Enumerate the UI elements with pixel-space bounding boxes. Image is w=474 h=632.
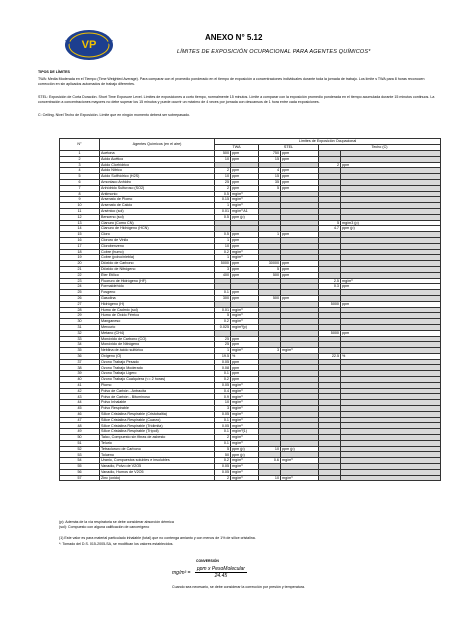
twa-value: 5 (215, 446, 231, 452)
twa-unit: mg/m³ (231, 382, 259, 388)
row-number: 35 (60, 348, 100, 354)
twa-unit: ppm (231, 359, 259, 365)
row-number: 30 (60, 319, 100, 325)
header-twa: TWA (215, 145, 259, 151)
company-logo (64, 28, 114, 62)
agent-name: Oxígeno (O) (100, 353, 215, 359)
row-number: 1 (60, 151, 100, 157)
agent-name: Cianuro de Hidrógeno (HCN) (100, 226, 215, 232)
stel-unit: ppm (281, 185, 319, 191)
row-number: 43 (60, 394, 100, 400)
twa-value: 0.5 (215, 214, 231, 220)
agent-name: Cloro (100, 232, 215, 238)
twa-unit: ppm (p) (231, 452, 259, 458)
agent-name: Humo de Cadmio (sol) (100, 307, 215, 313)
stel-unit: ppm (p) (281, 446, 319, 452)
twa-value: 10 (215, 400, 231, 406)
twa-value: 0.05 (215, 359, 231, 365)
ceiling-unit: ppm (341, 162, 441, 168)
row-number: 33 (60, 336, 100, 342)
twa-unit: ppm (p) (231, 446, 259, 452)
twa-unit: ppm (231, 174, 259, 180)
twa-unit: ppm (231, 295, 259, 301)
twa-unit: ppm (231, 261, 259, 267)
agent-name: Amoniaco Anhidro (100, 179, 215, 185)
note-sol: (sol): Compuesto con alguna calificación de cancerígeno (59, 525, 150, 530)
row-number: 4 (60, 168, 100, 174)
row-number: 11 (60, 208, 100, 214)
notes-section (59, 520, 439, 547)
twa-unit: ppm (231, 185, 259, 191)
agent-name: Polvo Inhalable (100, 400, 215, 406)
twa-value: 0.1 (215, 371, 231, 377)
row-number: 2 (60, 156, 100, 162)
row-number: 3 (60, 162, 100, 168)
twa-unit: mg/m³ (231, 249, 259, 255)
twa-unit: % (231, 353, 259, 359)
twa-unit: mg/m³ (231, 319, 259, 325)
row-number: 20 (60, 261, 100, 267)
agent-name: Hidrógeno (H) (100, 301, 215, 307)
agent-name: Telurio (100, 440, 215, 446)
ceiling-unit: mg/m3 (p) (341, 220, 441, 226)
twa-unit: mg/m³ (231, 440, 259, 446)
agent-name: Cianuro (Como CN) (100, 220, 215, 226)
agent-name: Ozono Trabajo Pesado (100, 359, 215, 365)
row-number: 16 (60, 237, 100, 243)
twa-value: 1 (215, 255, 231, 261)
row-number: 19 (60, 255, 100, 261)
twa-unit: ppm (231, 365, 259, 371)
stel-value: 30000 (259, 261, 281, 267)
twa-value: 400 (215, 272, 231, 278)
agent-name: Sílice Cristalina Respirable (Tridimita) (100, 423, 215, 429)
stel-unit: ppm (281, 266, 319, 272)
agent-name: Dióxido de Nitrógeno (100, 266, 215, 272)
row-number: 12 (60, 214, 100, 220)
twa-value: 2 (215, 475, 231, 481)
agent-name: Sílice Cristalina Respirable (Trípoli) (100, 429, 215, 435)
agent-name: Cobre (humo) (100, 249, 215, 255)
header-stel: STEL (259, 145, 319, 151)
twa-unit: ppm (231, 232, 259, 238)
stel-unit: ppm (281, 156, 319, 162)
twa-unit: mg/m³ (231, 400, 259, 406)
agent-name: Cobre (polvo/niebla) (100, 255, 215, 261)
twa-value: 0.05 (215, 464, 231, 470)
twa-value: 0.2 (215, 319, 231, 325)
definitions-section (38, 70, 442, 120)
twa-value: 0.025 (215, 324, 231, 330)
stel-unit: mg/m³ (281, 475, 319, 481)
agent-name: Ozono Trabajo Ligero (100, 371, 215, 377)
twa-unit: mg/m³ (231, 313, 259, 319)
twa-unit: mg/m³ (231, 197, 259, 203)
twa-unit: mg/m³ (231, 255, 259, 261)
agent-name: Tetracloruro de Carbono (100, 446, 215, 452)
twa-value: 0.5 (215, 191, 231, 197)
twa-unit: mg/m³ (231, 458, 259, 464)
row-number: 48 (60, 423, 100, 429)
row-number: 47 (60, 417, 100, 423)
agent-name: Ozono Trabajo Cualquiera (<= 2 horas) (100, 377, 215, 383)
formula-lhs: mg/m³ = (172, 569, 191, 576)
row-number: 22 (60, 272, 100, 278)
twa-value: 25 (215, 336, 231, 342)
row-number: 42 (60, 388, 100, 394)
agent-name: Arsenato de Calcio (100, 203, 215, 209)
stel-definition: STEL: Exposición de Corta Duración. Short Time Exposure Level. Límites de exposiciones a corto tiempo, normalmente 15 minutos. Límite a comparar con la exposición promedio ponderada en el tiempo acumulada durante 15 minutos continuos. La concentración a concentraciones mayores no debe superar los 15 minutos y puede ocurrir un máximo de 4 veces por jornada con descansos de 1 hora entre cada exposiciones. (38, 95, 435, 104)
twa-value: 1 (215, 348, 231, 354)
stel-value: 15 (259, 174, 281, 180)
stel-value: 5 (259, 266, 281, 272)
twa-unit: ppm (231, 151, 259, 157)
row-number: 29 (60, 313, 100, 319)
agent-name: Antimonio (100, 191, 215, 197)
ceiling-unit (341, 475, 441, 481)
formula-denominator: 24.45 (214, 573, 228, 579)
stel-value: 1 (259, 232, 281, 238)
twa-unit: ppm (231, 290, 259, 296)
row-number: 5 (60, 174, 100, 180)
twa-unit: mg/m³ (231, 348, 259, 354)
agent-name: Monóxido de Nitrógeno (100, 342, 215, 348)
twa-unit: mg/m³ (231, 411, 259, 417)
twa-value: 3 (215, 266, 231, 272)
twa-unit: mg/m³ A1 (231, 208, 259, 214)
twa-value: 0.1 (215, 429, 231, 435)
ceiling-unit: ppm (341, 301, 441, 307)
twa-unit: ppm (231, 371, 259, 377)
document-subtitle: LÍMITES DE EXPOSICIÓN OCUPACIONAL PARA AGENTES QUÍMICOS* (177, 49, 371, 55)
exposure-limits-table (59, 138, 441, 481)
twa-unit: ppm (p) (231, 214, 259, 220)
row-number: 28 (60, 307, 100, 313)
twa-value: 1 (215, 203, 231, 209)
stel-unit: ppm (281, 174, 319, 180)
ceiling-definition: C: Ceiling. Nivel Techo de Exposición. Límite que en ningún momento deberá ser sobrepasado. (38, 113, 190, 118)
ceiling-value: 5 (319, 220, 341, 226)
agent-name: Vanadio, Polvo de V2O5 (100, 464, 215, 470)
twa-value: 0.1 (215, 290, 231, 296)
formula-fraction (195, 566, 247, 579)
row-number: 49 (60, 429, 100, 435)
twa-value: 0.05 (215, 423, 231, 429)
row-number: 10 (60, 203, 100, 209)
twa-value: 0.08 (215, 365, 231, 371)
twa-value: 0.05 (215, 411, 231, 417)
twa-value: 10 (215, 243, 231, 249)
stel-value: 35 (259, 179, 281, 185)
twa-unit: mg/m³ (231, 423, 259, 429)
row-number: 17 (60, 243, 100, 249)
row-number: 25 (60, 290, 100, 296)
stel-unit: mg/m³ (281, 458, 319, 464)
agent-name: Mercurio (100, 324, 215, 330)
ceiling-value: 2 (319, 162, 341, 168)
agent-name: Polvo de Carbón - Antracita (100, 388, 215, 394)
twa-value: 25 (215, 342, 231, 348)
row-number: 53 (60, 452, 100, 458)
row-number: 44 (60, 400, 100, 406)
row-number: 15 (60, 232, 100, 238)
stel-value: 750 (259, 151, 281, 157)
twa-unit: mg/m³ (231, 307, 259, 313)
agent-name: Benceno (sol) (100, 214, 215, 220)
ceiling-value (319, 475, 341, 481)
stel-unit: ppm (281, 179, 319, 185)
row-number: 6 (60, 179, 100, 185)
svg-text:VP: VP (81, 39, 97, 51)
ceiling-value: 5000 (319, 301, 341, 307)
twa-value: 0.5 (215, 232, 231, 238)
row-number: 50 (60, 435, 100, 441)
twa-value: 0.1 (215, 440, 231, 446)
row-number: 51 (60, 440, 100, 446)
twa-value: 0.2 (215, 249, 231, 255)
ceiling-unit: ppm (p) (341, 226, 441, 232)
twa-value: 2 (215, 435, 231, 441)
ceiling-unit: ppm (341, 284, 441, 290)
twa-value: 3 (215, 406, 231, 412)
row-number: 37 (60, 359, 100, 365)
row-number: 52 (60, 446, 100, 452)
ceiling-unit: mg/m³ (341, 278, 441, 284)
twa-value: 0.01 (215, 307, 231, 313)
twa-value: 0.4 (215, 388, 231, 394)
agent-name: Anhídrido Sulfuroso (SO2) (100, 185, 215, 191)
agent-name: Dióxido de Carbono (100, 261, 215, 267)
agent-name: Fluoruro de Hidrógeno (HF) (100, 278, 215, 284)
row-number: 18 (60, 249, 100, 255)
row-number: 9 (60, 197, 100, 203)
row-number: 27 (60, 301, 100, 307)
row-number: 41 (60, 382, 100, 388)
stel-value: 0.6 (259, 458, 281, 464)
agent-name: Cloruro de Vinilo (100, 237, 215, 243)
twa-definition: TWA: Media Moderada en el Tiempo (Time Weighted Average). Para comparar con el promedio ponderado en el tiempo de exposición a concentraciones individuales durante toda la jornada de trabajo. Los límite s TWA para 8 horas reconocen corrección en sin aplicados automados de trabajo diferentes. (38, 77, 425, 86)
twa-value: 300 (215, 295, 231, 301)
stel-value: 4 (259, 168, 281, 174)
twa-value: 5000 (215, 261, 231, 267)
note-p: (p): Además de la vía respiratoria se debe considerar absorción dérmica (59, 520, 174, 524)
twa-value: 5 (215, 313, 231, 319)
agent-name: Metano (CH4) (100, 330, 215, 336)
twa-unit: ppm (231, 266, 259, 272)
twa-value: 2 (215, 168, 231, 174)
row-number: 46 (60, 411, 100, 417)
agent-name: Tolueno (100, 452, 215, 458)
twa-unit: ppm (231, 342, 259, 348)
row-number: 38 (60, 365, 100, 371)
row-number: 57 (60, 475, 100, 481)
agent-name: Talco, Compuesto sin fibras de asbesto (100, 435, 215, 441)
agent-name: Plomo (100, 382, 215, 388)
header-ceiling: Techo (C) (319, 145, 441, 151)
agent-name: Manganeso (100, 319, 215, 325)
agent-name: Acetona (100, 151, 215, 157)
row-number: 21 (60, 266, 100, 272)
table-row (60, 475, 441, 481)
row-number: 7 (60, 185, 100, 191)
stel-unit: ppm (281, 261, 319, 267)
conversion-note: Cuando sea necesario, se debe considerar la corrección por presión y temperatura. (172, 585, 306, 589)
stel-unit: ppm (281, 168, 319, 174)
document-title: ANEXO N° 5.12 (205, 33, 263, 42)
agent-name: Zinc (oxido) (100, 475, 215, 481)
agent-name: Clorobenzeno (100, 243, 215, 249)
twa-value: 500 (215, 151, 231, 157)
agent-name: Monóxido de Carbono (CO) (100, 336, 215, 342)
agent-name: Fosgeno (100, 290, 215, 296)
ceiling-value: 2.5 (319, 278, 341, 284)
stel-value: 3 (259, 348, 281, 354)
twa-value: 10 (215, 174, 231, 180)
twa-unit: mg/m³ (231, 191, 259, 197)
header-number: N° (60, 139, 100, 151)
stel-unit: ppm (281, 151, 319, 157)
twa-value: 50 (215, 452, 231, 458)
twa-unit: ppm (231, 168, 259, 174)
note-one: (1) Este valor es para material particulado inhalable (total) que no contenga amianto y con menos de 1% de sílice cristalina. (59, 536, 256, 541)
ceiling-value: 4.7 (319, 226, 341, 232)
row-number: 26 (60, 295, 100, 301)
agent-name: Sílice Cristalina Respirable (Cuarzo) (100, 417, 215, 423)
twa-value: 0.2 (215, 458, 231, 464)
agent-name: Éter Etílico (100, 272, 215, 278)
twa-unit: ppm (231, 336, 259, 342)
agent-name: Polvo Respirable (100, 406, 215, 412)
stel-value: 5 (259, 185, 281, 191)
stel-unit: ppm (281, 295, 319, 301)
agent-name: Gasolina (100, 295, 215, 301)
row-number: 23 (60, 278, 100, 284)
ceiling-value: 22.5 (319, 353, 341, 359)
agent-name: Formaldehído (100, 284, 215, 290)
twa-unit: mg/m³(p) (231, 324, 259, 330)
row-number: 55 (60, 464, 100, 470)
stel-unit: ppm (281, 232, 319, 238)
conversion-formula (172, 566, 247, 579)
agent-name: Ácido Nítrico (100, 168, 215, 174)
twa-unit: ppm (231, 237, 259, 243)
twa-value: 0.05 (215, 382, 231, 388)
twa-unit: mg/m³ (231, 394, 259, 400)
twa-unit: mg/m³ (231, 475, 259, 481)
agent-name: Sílice Cristalina Respirable (Cristobalita) (100, 411, 215, 417)
row-number: 36 (60, 353, 100, 359)
stel-value: 10 (259, 475, 281, 481)
formula-numerator: ppm x PesoMolecular (196, 566, 245, 572)
stel-value: 500 (259, 272, 281, 278)
agent-name: Uranio, Compuestos solubles e insolubles (100, 458, 215, 464)
row-number: 45 (60, 406, 100, 412)
stel-unit: mg/m³ (281, 348, 319, 354)
row-number: 31 (60, 324, 100, 330)
twa-value: 2 (215, 185, 231, 191)
agent-name: Neblina de ácido sulfúrico (100, 348, 215, 354)
twa-value: 1 (215, 237, 231, 243)
twa-unit: mg/m³ (231, 406, 259, 412)
definitions-heading: TIPOS DE LÍMITES (38, 70, 70, 74)
twa-unit: ppm (231, 272, 259, 278)
twa-unit: mg/m³ (231, 435, 259, 441)
note-source: *: Tomado del D.S. 015-2005-SA, se modifican los valores establecidos. (59, 541, 174, 546)
twa-value: 0.05 (215, 469, 231, 475)
twa-value: 0.2 (215, 377, 231, 383)
ceiling-unit: % (341, 353, 441, 359)
twa-value: 0.15 (215, 197, 231, 203)
twa-unit: mg/m³ (231, 388, 259, 394)
row-number: 32 (60, 330, 100, 336)
header-limits: Límites de Exposición Ocupacional (215, 139, 441, 145)
ceiling-unit: ppm (341, 330, 441, 336)
twa-unit: mg/m³ (231, 417, 259, 423)
row-number: 24 (60, 284, 100, 290)
twa-unit: mg/m³(1) (231, 429, 259, 435)
twa-value: 0.1 (215, 417, 231, 423)
twa-value: 10 (215, 156, 231, 162)
twa-unit: ppm (231, 377, 259, 383)
twa-value: 0.9 (215, 394, 231, 400)
row-number: 54 (60, 458, 100, 464)
stel-value: 500 (259, 295, 281, 301)
conversion-label: CONVERSIÓN (196, 559, 219, 563)
stel-value: 10 (259, 446, 281, 452)
row-number: 40 (60, 377, 100, 383)
twa-unit: ppm (231, 179, 259, 185)
agent-name: Polvo de Carbón - Bituminoso (100, 394, 215, 400)
ceiling-value: 5000 (319, 330, 341, 336)
agent-name: Ácido Acético (100, 156, 215, 162)
header-agent: Agentes Químicos (en el aire) (100, 139, 215, 151)
twa-unit: mg/m³ (231, 464, 259, 470)
agent-name: Arsénico (sol) (100, 208, 215, 214)
agent-name: Ácido Sulfhídrico (H2S) (100, 174, 215, 180)
agent-name: Humo de Óxido Férrico (100, 313, 215, 319)
ceiling-value: 0.3 (319, 284, 341, 290)
twa-unit: ppm (231, 243, 259, 249)
twa-unit: ppm (231, 156, 259, 162)
row-number: 8 (60, 191, 100, 197)
agent-name: Vanadio, Humos de V2O5 (100, 469, 215, 475)
row-number: 56 (60, 469, 100, 475)
agent-name: Ozono Trabajo Moderado (100, 365, 215, 371)
row-number: 13 (60, 220, 100, 226)
row-number: 34 (60, 342, 100, 348)
row-number: 14 (60, 226, 100, 232)
agent-name: Arsenato de Plomo (100, 197, 215, 203)
twa-value: 19.5 (215, 353, 231, 359)
twa-value: 0.01 (215, 208, 231, 214)
stel-unit: ppm (281, 272, 319, 278)
twa-unit: mg/m³ (231, 469, 259, 475)
twa-unit: mg/m³ (231, 203, 259, 209)
twa-value: 25 (215, 179, 231, 185)
stel-value: 15 (259, 156, 281, 162)
agent-name: Ácido Clorhídrico (100, 162, 215, 168)
row-number: 39 (60, 371, 100, 377)
